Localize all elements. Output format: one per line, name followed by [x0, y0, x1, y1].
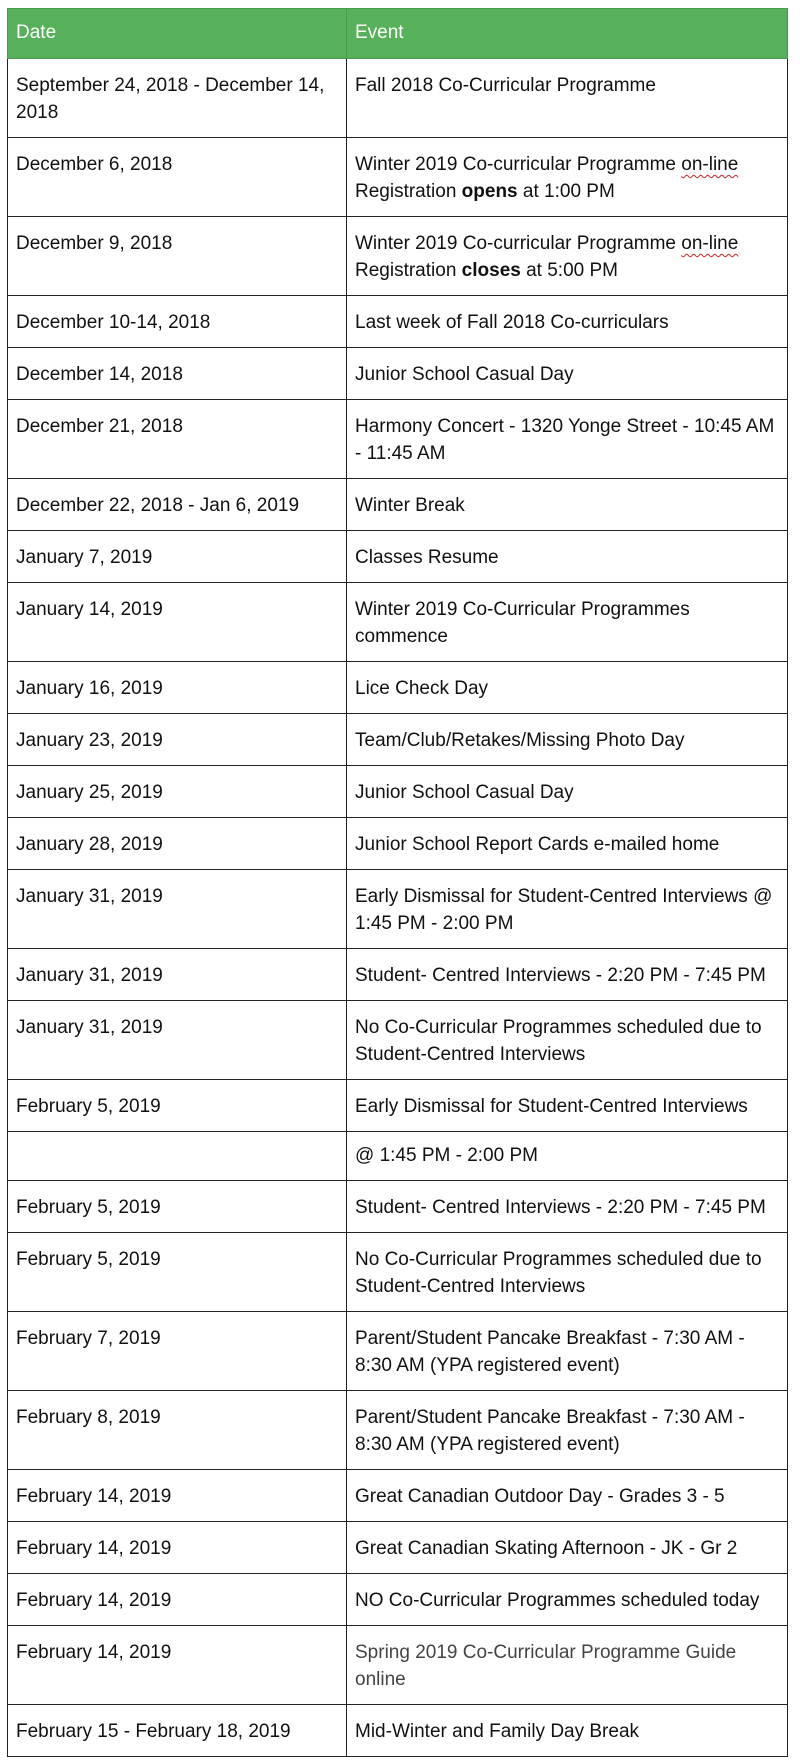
- event-cell: [347, 138, 788, 217]
- spellcheck-word: on-line: [681, 154, 739, 175]
- event-cell: Great Canadian Skating Afternoon - JK - Gr 2: [347, 1522, 788, 1574]
- date-cell: December 9, 2018: [8, 217, 347, 296]
- event-cell: Student- Centred Interviews - 2:20 PM - 7:45 PM: [347, 1181, 788, 1233]
- event-cell: Classes Resume: [347, 531, 788, 583]
- table-row: [8, 1470, 788, 1522]
- event-cell: @ 1:45 PM - 2:00 PM: [347, 1132, 788, 1181]
- event-cell: Junior School Casual Day: [347, 766, 788, 818]
- event-text: at 1:00 PM: [517, 181, 615, 202]
- event-cell: Junior School Casual Day: [347, 348, 788, 400]
- table-row: [8, 870, 788, 949]
- event-text: Registration: [355, 181, 462, 202]
- date-cell: January 7, 2019: [8, 531, 347, 583]
- table-header-row: [8, 9, 788, 59]
- event-text: Winter 2019 Co-curricular Programme: [355, 154, 682, 175]
- event-cell: Spring 2019 Co-Curricular Programme Guide online: [347, 1626, 788, 1705]
- event-cell: Junior School Report Cards e-mailed home: [347, 818, 788, 870]
- date-column-header: Date: [8, 9, 347, 59]
- date-cell: January 31, 2019: [8, 870, 347, 949]
- event-text: at 5:00 PM: [520, 260, 618, 281]
- event-cell: Team/Club/Retakes/Missing Photo Day: [347, 714, 788, 766]
- spellcheck-word: on-line: [681, 233, 739, 254]
- table-row: [8, 348, 788, 400]
- date-cell: February 14, 2019: [8, 1522, 347, 1574]
- table-row: [8, 531, 788, 583]
- event-cell: Student- Centred Interviews - 2:20 PM - 7:45 PM: [347, 949, 788, 1001]
- table-row: [8, 1626, 788, 1705]
- table-row: [8, 1080, 788, 1132]
- date-cell: December 10-14, 2018: [8, 296, 347, 348]
- event-cell: Winter 2019 Co-Curricular Programmes commence: [347, 583, 788, 662]
- date-cell: February 7, 2019: [8, 1312, 347, 1391]
- date-cell: February 14, 2019: [8, 1574, 347, 1626]
- event-cell: Parent/Student Pancake Breakfast - 7:30 AM - 8:30 AM (YPA registered event): [347, 1312, 788, 1391]
- event-cell: Winter Break: [347, 479, 788, 531]
- table-row: [8, 714, 788, 766]
- table-row: [8, 1001, 788, 1080]
- table-row: [8, 296, 788, 348]
- table-row: [8, 1391, 788, 1470]
- table-row: [8, 949, 788, 1001]
- events-table: [7, 8, 788, 1757]
- date-cell: January 14, 2019: [8, 583, 347, 662]
- table-row: [8, 400, 788, 479]
- date-cell: February 14, 2019: [8, 1626, 347, 1705]
- date-cell: February 5, 2019: [8, 1233, 347, 1312]
- date-cell: February 5, 2019: [8, 1181, 347, 1233]
- event-cell: Harmony Concert - 1320 Yonge Street - 10:45 AM - 11:45 AM: [347, 400, 788, 479]
- event-emphasis: closes: [461, 260, 521, 281]
- date-cell: January 23, 2019: [8, 714, 347, 766]
- date-cell: February 14, 2019: [8, 1470, 347, 1522]
- table-row: [8, 479, 788, 531]
- date-cell: January 31, 2019: [8, 1001, 347, 1080]
- table-row: [8, 1132, 788, 1181]
- date-cell: January 31, 2019: [8, 949, 347, 1001]
- table-row: [8, 818, 788, 870]
- table-row: [8, 217, 788, 296]
- date-cell: February 15 - February 18, 2019: [8, 1705, 347, 1757]
- table-row: [8, 1522, 788, 1574]
- event-text: Registration: [355, 260, 462, 281]
- event-cell: [347, 217, 788, 296]
- date-cell: September 24, 2018 - December 14, 2018: [8, 59, 347, 138]
- date-cell: December 14, 2018: [8, 348, 347, 400]
- event-cell: Parent/Student Pancake Breakfast - 7:30 AM - 8:30 AM (YPA registered event): [347, 1391, 788, 1470]
- event-cell: Mid-Winter and Family Day Break: [347, 1705, 788, 1757]
- event-cell: NO Co-Curricular Programmes scheduled today: [347, 1574, 788, 1626]
- event-cell: No Co-Curricular Programmes scheduled due to Student-Centred Interviews: [347, 1233, 788, 1312]
- date-cell: January 25, 2019: [8, 766, 347, 818]
- table-row: [8, 138, 788, 217]
- date-cell: February 5, 2019: [8, 1080, 347, 1132]
- date-cell: December 6, 2018: [8, 138, 347, 217]
- event-emphasis: opens: [461, 181, 518, 202]
- event-cell: Fall 2018 Co-Curricular Programme: [347, 59, 788, 138]
- event-cell: Great Canadian Outdoor Day - Grades 3 - 5: [347, 1470, 788, 1522]
- event-text: Winter 2019 Co-curricular Programme: [355, 233, 682, 254]
- date-cell: December 21, 2018: [8, 400, 347, 479]
- event-cell: Early Dismissal for Student-Centred Interviews @ 1:45 PM - 2:00 PM: [347, 870, 788, 949]
- table-row: [8, 766, 788, 818]
- table-row: [8, 59, 788, 138]
- table-row: [8, 1312, 788, 1391]
- table-row: [8, 662, 788, 714]
- date-cell: [8, 1132, 347, 1181]
- event-cell: Early Dismissal for Student-Centred Interviews: [347, 1080, 788, 1132]
- event-cell: No Co-Curricular Programmes scheduled due to Student-Centred Interviews: [347, 1001, 788, 1080]
- date-cell: December 22, 2018 - Jan 6, 2019: [8, 479, 347, 531]
- table-row: [8, 1233, 788, 1312]
- event-column-header: Event: [347, 9, 788, 59]
- table-row: [8, 1181, 788, 1233]
- table-row: [8, 1705, 788, 1757]
- date-cell: January 16, 2019: [8, 662, 347, 714]
- date-cell: January 28, 2019: [8, 818, 347, 870]
- date-cell: February 8, 2019: [8, 1391, 347, 1470]
- event-cell: Last week of Fall 2018 Co-curriculars: [347, 296, 788, 348]
- table-row: [8, 1574, 788, 1626]
- table-row: [8, 583, 788, 662]
- event-cell: Lice Check Day: [347, 662, 788, 714]
